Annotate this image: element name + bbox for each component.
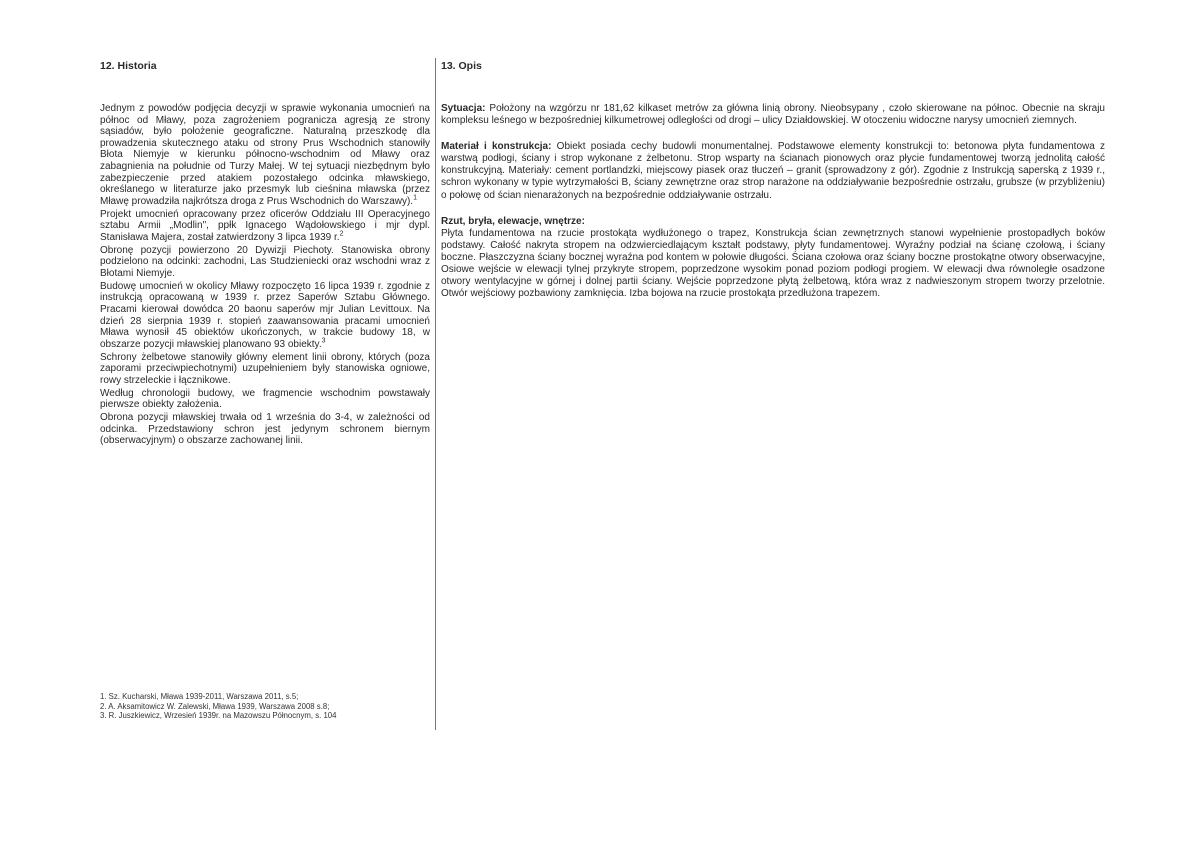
- footnote-item: 1. Sz. Kucharski, Mława 1939-2011, Warszawa 2011, s.5;: [100, 692, 299, 701]
- description-body: [441, 103, 1105, 300]
- history-body: [100, 103, 430, 447]
- section-title: Sytuacja:: [441, 103, 486, 114]
- history-paragraph: Jednym z powodów podjęcia decyzji w sprawie wykonania umocnień na północ od Mławy, poza zagrożeniem pogranicza agresją ze strony sąsiadów, było położenie geograficzne. Naturalną przeszkodę dla prowadzenia skutecznego ataku od strony Prus Wschodnich stanowiły Błota Niemyje w kierunku północno-wschodnim od Mławy oraz zabagnienia na południe od Turzy Małej. W tej sytuacji niezbędnym było zabezpieczenie przed atakiem pozostałego odcinka mławskiego, określanego w literaturze jako przesmyk lub cieśnina mławska (przez Mławę prowadziła najkrótsza droga z Prus Wschodnich do Warszawy).$^1$: [100, 103, 430, 207]
- footnotes: [100, 692, 430, 721]
- footnote-ref: 2: [339, 230, 344, 238]
- history-column: [100, 60, 430, 448]
- description-section: [441, 141, 1105, 201]
- footnote-item: 3. R. Juszkiewicz, Wrzesień 1939r. na Mazowszu Północnym, s. 104: [100, 711, 337, 721]
- footnote-ref: 1: [413, 194, 417, 202]
- description-column: [441, 60, 1105, 314]
- footnote-ref: 3: [321, 337, 326, 345]
- section-text: Płyta fundamentowa na rzucie prostokąta wydłużonego o trapez, Konstrukcja ścian zewnętrznych stanowi wypełnienie prostopadłych boków podstawy. Całość nakryta stropem na odzwierciedlającym kształt podstawy, płyty fundamentowej. Wyraźny podział na ścianę czołową, i ściany boczne. Płaszczyzna ściany bocznej wyraźna pod kontem w połowie długości. Ściana czołowa oraz ściany boczne prostokątne otwory obserwacyjne, Osiowe wejście w elewacji tylnej przykryte stropem, poprzedzone wysokim ponad poziom podłogi progiem. W elewacji dwa równoległe osadzone otwory wentylacyjne w górnej i dolnej partii ściany. Wejście poprzedzone płytą żelbetową, która wraz z nadwieszonym stropem tworzy przelotnie. Otwór wejściowy pozbawiony zamknięcia. Izba bojowa na rzucie prostokąta przedłużona trapezem.: [441, 227, 1105, 300]
- footnote-item: 2. A. Aksamitowicz W. Zalewski, Mława 1939, Warszawa 2008 s.8;: [100, 701, 330, 711]
- history-paragraph: Schrony żelbetowe stanowiły główny element linii obrony, których (poza zaporami przeciwpiechotnymi) uzupełnieniem były stanowiska ogniowe, rowy strzeleckie i łącznikowe.: [100, 351, 430, 386]
- section-title: Rzut, bryła, elewacje, wnętrze:: [441, 215, 585, 227]
- history-paragraph: Obrona pozycji mławskiej trwała od 1 września do 3-4, w zależności od odcinka. Przedstawiony schron jest jedynym schronem biernym (obserwacyjnym) o obszarze zachowanej linii.: [100, 412, 430, 447]
- description-section: [441, 216, 1105, 301]
- history-heading: 12. Historia: [100, 60, 157, 72]
- section-text: Obiekt posiada cechy budowli monumentalnej. Podstawowe elementy konstrukcji to: betonowa płyta fundamentowa z warstwą podłogi, ściany i strop wykonane z żelbetonu. Strop wsparty na ścianach pionowych oraz płycie fundamentowej tworzą jednolitą całość konstrukcyjną. Materiały: cement portlandzki, miejscowy piasek oraz tłuczeń – granit (sprowadzony z gór). Zgodnie z Instrukcją saperską z 1939 r., schron wykonany w typie wytrzymałości B, ściany zewnętrzne oraz strop narażone na oddziaływanie bezpośrednie ostrzału, grubsze (w przybliżeniu) o połowę od ścian nienarażonych na bezpośrednie oddziaływanie ostrzału.: [441, 141, 1106, 201]
- history-paragraph: Projekt umocnień opracowany przez oficerów Oddziału III Operacyjnego sztabu Armii „Modlin", ppłk Ignacego Wądołowskiego i mjr dypl. Stanisława Majera, został zatwierdzony 3 lipca 1939 r.$^2$: [100, 208, 430, 243]
- history-paragraph: Budowę umocnień w okolicy Mławy rozpoczęto 16 lipca 1939 r. zgodnie z instrukcją opracowaną w 1939 r. przez Saperów Sztabu Głównego. Pracami kierował dowódca 20 baonu saperów mjr Julian Levittoux. Na dzień 28 sierpnia 1939 r. stopień zaawansowania pracami umocnień Mława wynosił 45 obiektów ukończonych, w trakcie budowy 18, w obszarze pozycji mławskiej planowano 93 obiekty.$^3$: [100, 280, 430, 350]
- column-divider: [435, 58, 436, 730]
- description-section: [441, 103, 1105, 127]
- history-paragraph: Obronę pozycji powierzono 20 Dywizji Piechoty. Stanowiska obrony podzielono na odcinki: zachodni, Las Studzieniecki oraz wschodni wraz z Błotami Niemyje.: [100, 244, 430, 279]
- description-heading: 13. Opis: [441, 60, 482, 72]
- section-text: Położony na wzgórzu nr 181,62 kilkaset metrów za główna linią obrony. Nieobsypany , czoło skierowane na północ. Obecnie na skraju kompleksu leśnego w bezpośredniej kilkumetrowej odległości od drogi – ulicy Działdowskiej. W otoczeniu widoczne narysy umocnień ziemnych.: [441, 103, 1105, 127]
- section-title: Materiał i konstrukcja:: [441, 141, 552, 153]
- history-paragraph: Według chronologii budowy, we fragmencie wschodnim powstawały pierwsze obiekty założenia.: [100, 387, 430, 411]
